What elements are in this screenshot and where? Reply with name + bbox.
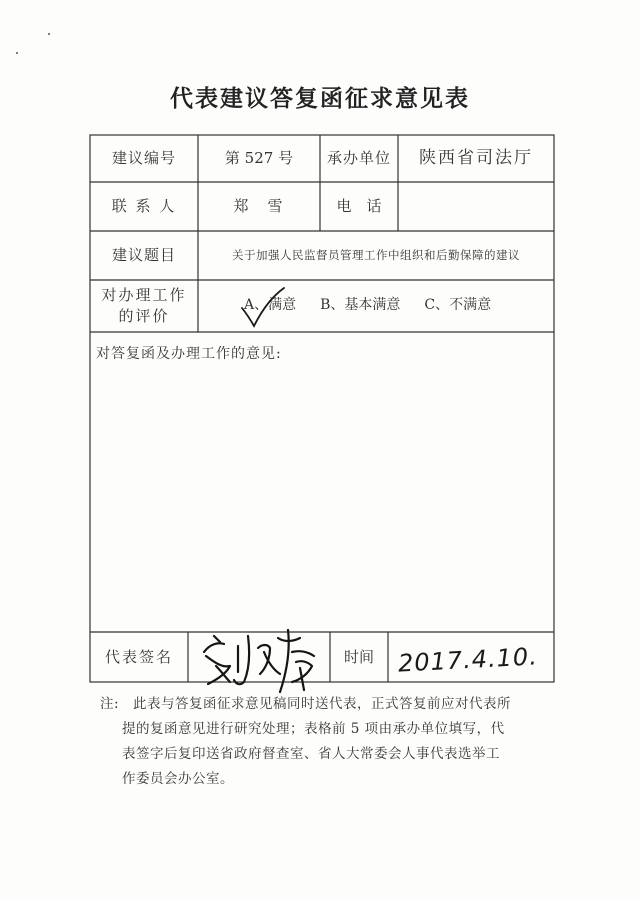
footnote-line-3: 表签字后复印送省政府督查室、省人大常委会人事代表选举工 [122, 746, 500, 762]
page-title: 代表建议答复函征求意见表 [170, 85, 470, 112]
evaluation-label-line1: 对办理工作 [101, 286, 187, 304]
subject-label: 建议题目 [111, 246, 176, 264]
contact-label: 联 系 人 [111, 197, 177, 215]
option-unsatisfied[interactable]: C、不满意 [424, 297, 492, 314]
phone-value[interactable] [398, 182, 554, 231]
scan-speck [48, 33, 50, 35]
handwritten-signature [196, 622, 328, 698]
option-basically-satisfied[interactable]: B、基本满意 [320, 297, 401, 314]
footnote [102, 692, 557, 792]
scan-speck [16, 52, 18, 54]
evaluation-label [90, 280, 198, 332]
footnote-prefix: 注: [100, 696, 120, 712]
handler-label: 承办单位 [326, 149, 391, 167]
subject-value: 关于加强人民监督员管理工作中组织和后勤保障的建议 [232, 248, 520, 263]
signature-label: 代表签名 [104, 647, 173, 666]
evaluation-label-line2: 的评价 [118, 307, 170, 325]
proposal-number-label: 建议编号 [111, 149, 176, 167]
checkmark-icon [228, 286, 288, 332]
handler-value: 陕西省司法厅 [419, 147, 533, 168]
time-label: 时间 [343, 647, 374, 666]
footnote-line-2: 提的复函意见进行研究处理；表格前 5 项由承办单位填写，代 [122, 721, 505, 737]
time-value: 2017.4.10. [397, 642, 539, 678]
proposal-number-value: 第 527 号 [224, 149, 294, 167]
footnote-line-4: 作委员会办公室。 [122, 771, 234, 787]
phone-label: 电 话 [336, 197, 382, 215]
footnote-line-1: 此表与答复函征求意见稿同时送代表，正式答复前应对代表所 [133, 696, 511, 712]
comments-label: 对答复函及办理工作的意见: [96, 346, 282, 362]
option-satisfied[interactable]: A、满意 [244, 297, 297, 314]
comments-area[interactable] [92, 368, 552, 628]
contact-value: 郑 雪 [233, 197, 285, 215]
